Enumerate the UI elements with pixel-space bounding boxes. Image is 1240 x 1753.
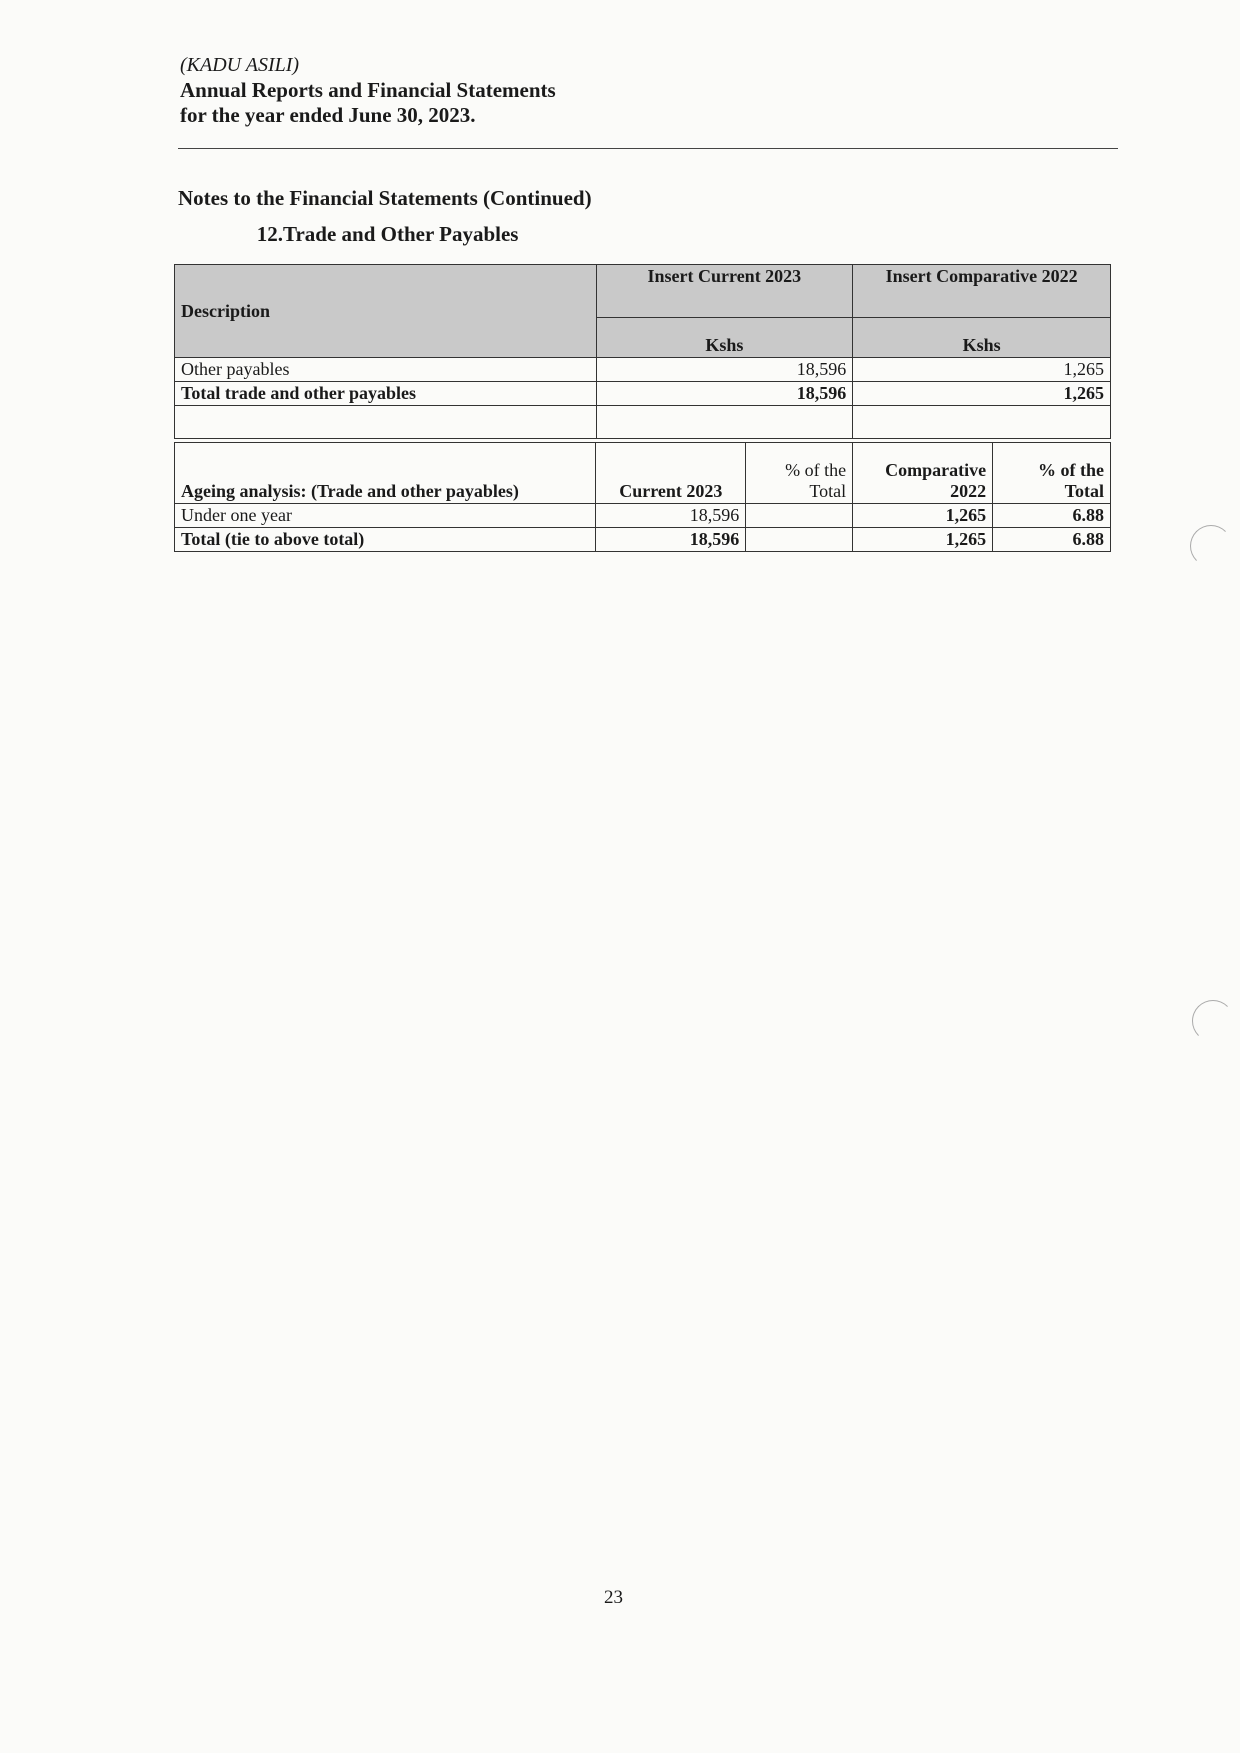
unit-current: Kshs	[596, 318, 853, 358]
report-period: for the year ended June 30, 2023.	[180, 103, 476, 127]
row-comparative-value: 1,265	[853, 528, 993, 552]
ageing-analysis-table	[174, 442, 1111, 552]
row-pct-comparative: 6.88	[993, 504, 1111, 528]
column-header-pct-current: % of the Total	[746, 443, 853, 504]
notes-title: Notes to the Financial Statements (Continued)	[178, 186, 592, 210]
row-comparative-value: 1,265	[853, 504, 993, 528]
section-name: Trade and Other Payables	[283, 222, 519, 246]
row-current-value: 18,596	[596, 358, 853, 382]
row-comparative-value: 1,265	[853, 358, 1111, 382]
row-current-value: 18,596	[596, 504, 746, 528]
page-number: 23	[604, 1587, 623, 1608]
column-header-current: Insert Current 2023	[596, 265, 853, 318]
table-row	[175, 358, 1111, 382]
column-header-current: Current 2023	[596, 443, 746, 504]
row-comparative-value: 1,265	[853, 382, 1111, 406]
row-pct-comparative: 6.88	[993, 528, 1111, 552]
row-pct-current	[746, 504, 853, 528]
ageing-header-row	[175, 443, 1111, 504]
punch-hole-mark	[1190, 525, 1232, 567]
column-header-comparative: Comparative 2022	[853, 443, 993, 504]
row-pct-current	[746, 528, 853, 552]
table-row	[175, 382, 1111, 406]
row-label: Total trade and other payables	[175, 382, 597, 406]
table-header-row	[175, 265, 1111, 318]
organization-name: (KADU ASILI)	[180, 54, 300, 76]
row-current-value: 18,596	[596, 528, 746, 552]
section-number: 12.	[256, 222, 283, 246]
table-row	[175, 528, 1111, 552]
payables-table	[174, 264, 1111, 439]
column-header-ageing: Ageing analysis: (Trade and other payables)	[175, 443, 596, 504]
table-row	[175, 504, 1111, 528]
column-header-comparative: Insert Comparative 2022	[853, 265, 1111, 318]
row-label: Total (tie to above total)	[175, 528, 596, 552]
document-header	[180, 52, 1118, 128]
header-divider	[178, 148, 1118, 149]
table-spacer-row	[175, 406, 1111, 439]
section-title	[178, 222, 518, 247]
row-current-value: 18,596	[596, 382, 853, 406]
row-label: Under one year	[175, 504, 596, 528]
unit-comparative: Kshs	[853, 318, 1111, 358]
column-header-description: Description	[175, 265, 597, 358]
column-header-pct-comparative: % of the Total	[993, 443, 1111, 504]
report-title: Annual Reports and Financial Statements	[180, 78, 556, 102]
row-label: Other payables	[175, 358, 597, 382]
punch-hole-mark	[1192, 1000, 1234, 1042]
